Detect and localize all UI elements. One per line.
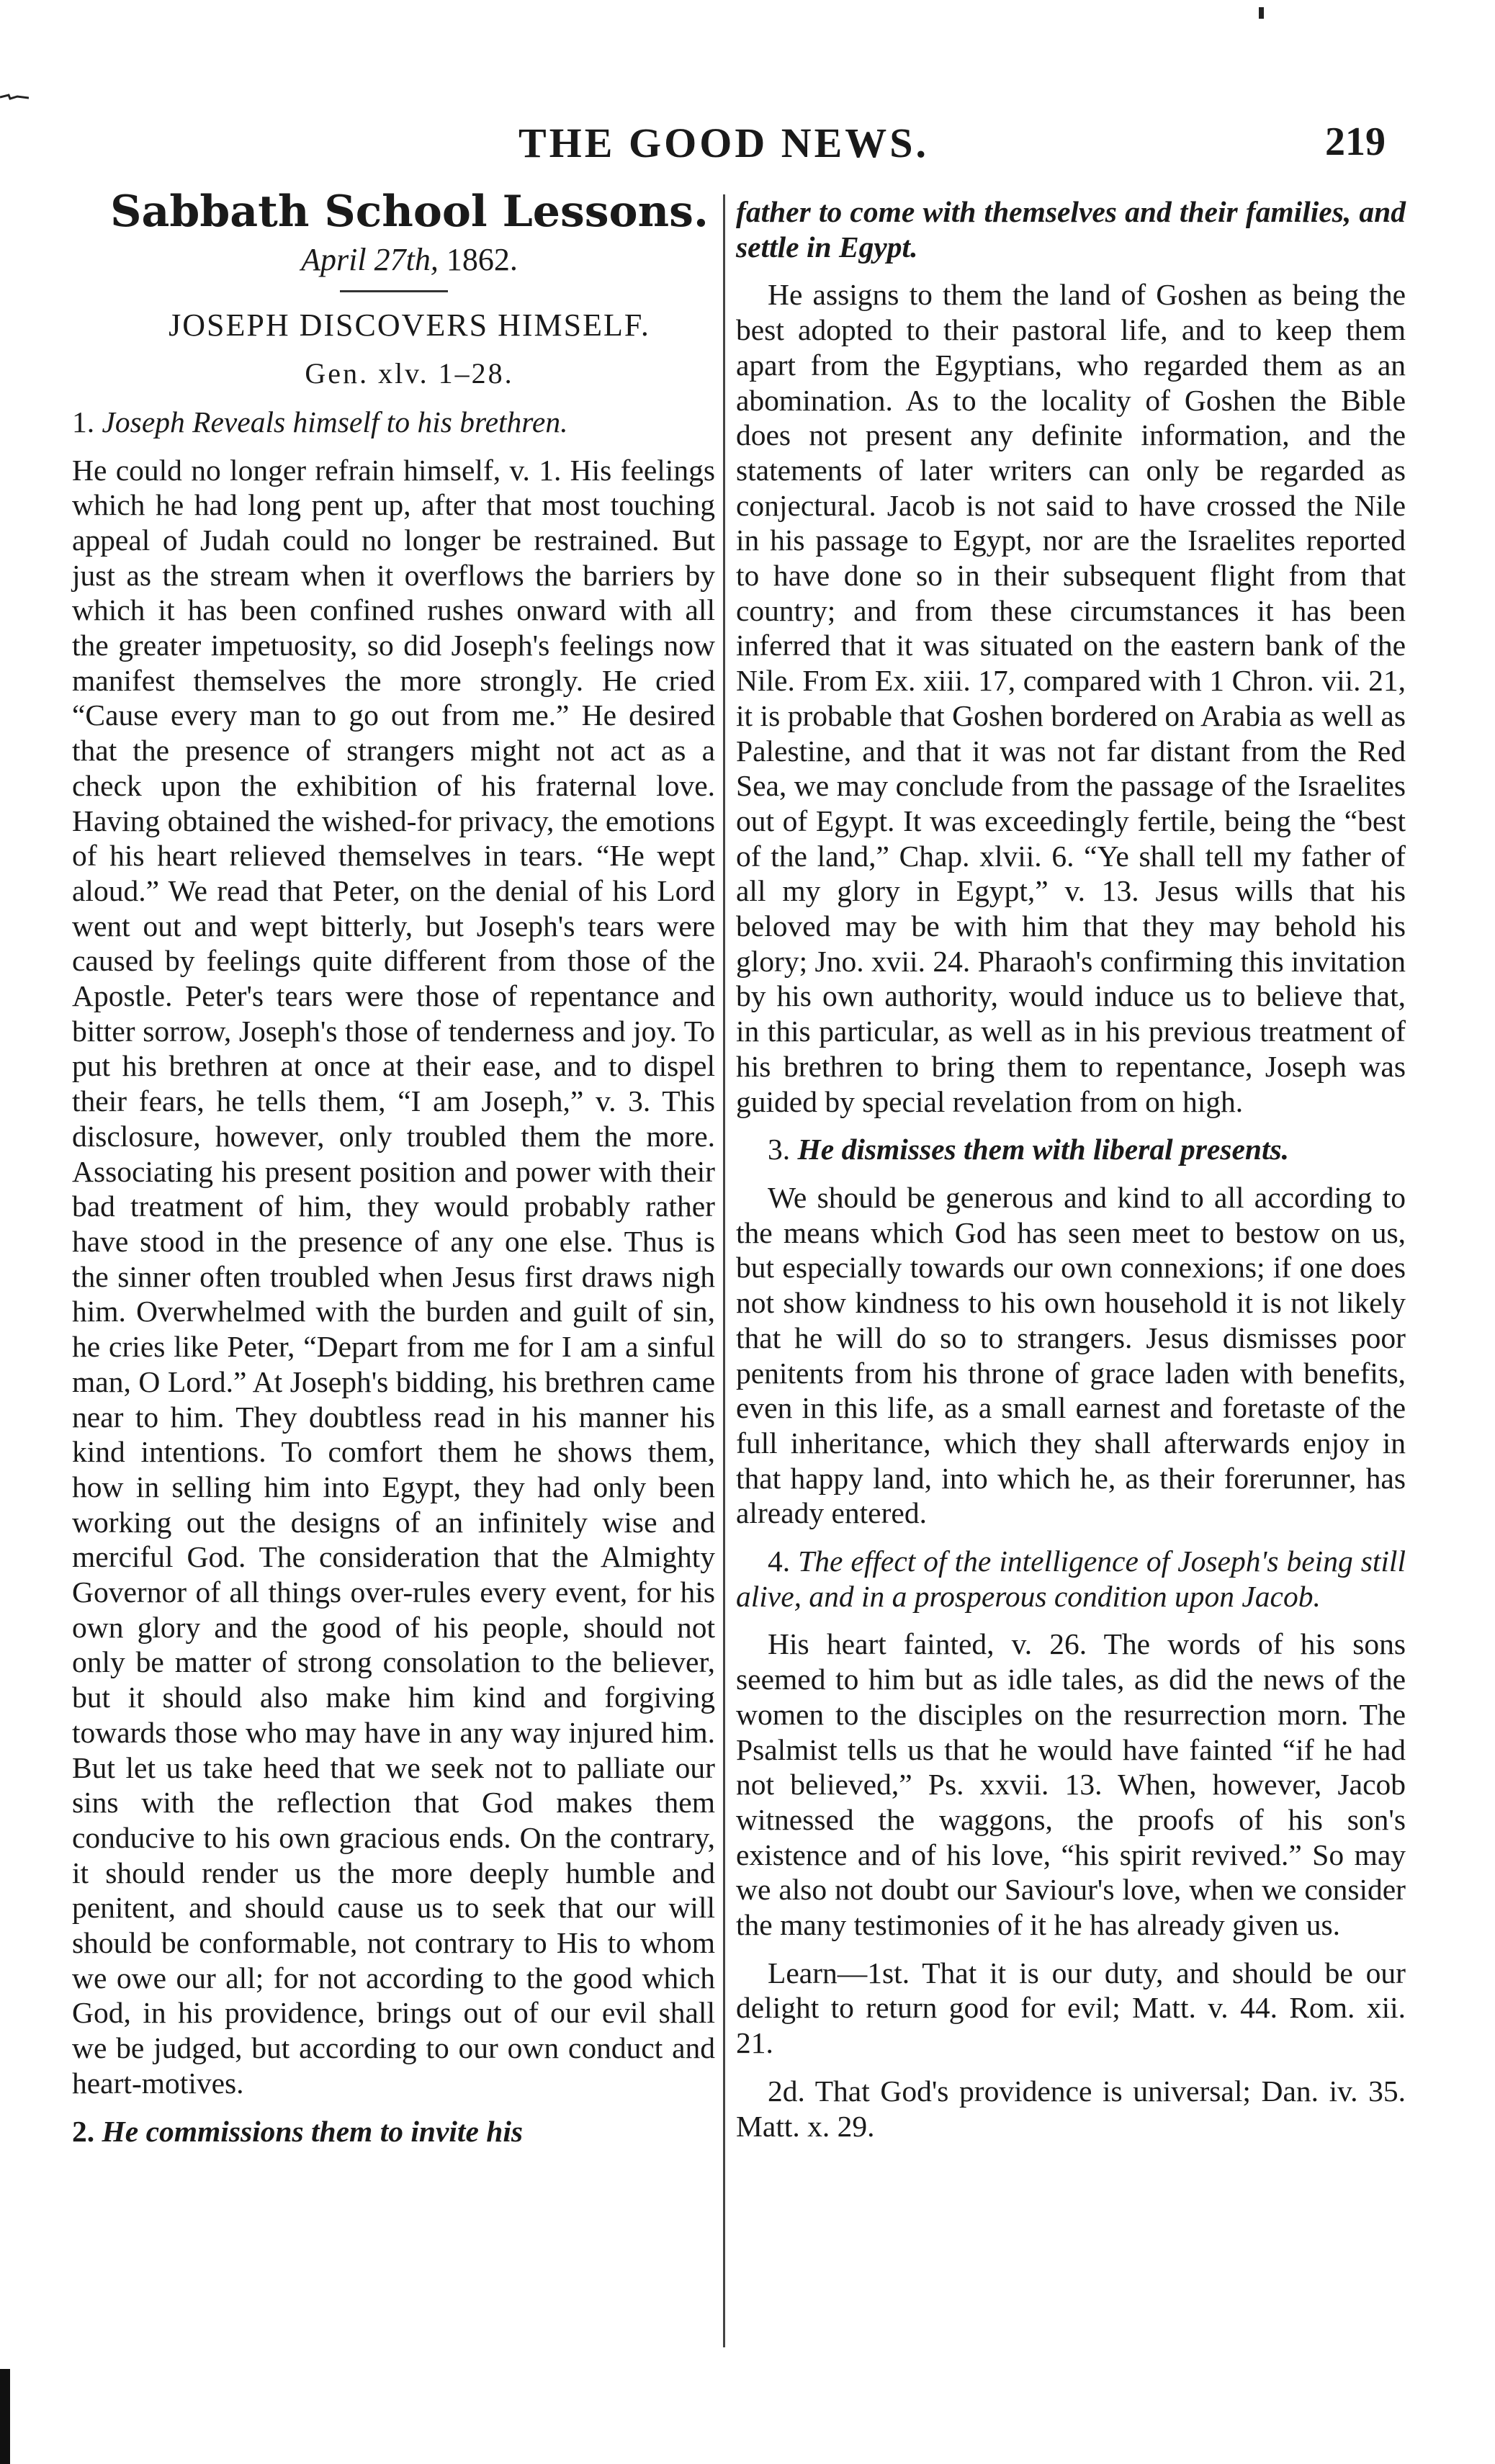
point-1-number: 1. xyxy=(72,405,95,439)
point-1-heading xyxy=(72,405,715,440)
point-2-heading xyxy=(72,2114,715,2149)
point-1-body: He could no longer refrain himself, v. 1. His feelings which he had long pent up, after that most touching appeal of Judah could no longer be restrained. But just as the stream when it overflows the barriers by which it has been confined rushes onward with all the greater impetuosity, so did Joseph's feelings now manifest themselves the more strongly. He cried “Cause every man to go out from me.” He desired that the presence of strangers might not act as a check upon the exhibition of his fraternal love. Having obtained the wished-for privacy, the emotions of his heart relieved themselves in tears. “He wept aloud.” We read that Peter, on the denial of his Lord went out and wept bitterly, but Joseph's tears were caused by feelings quite different from those of the Apostle. Peter's tears were those of repentance and bitter sorrow, Joseph's those of tenderness and joy. To put his brethren at once at their ease, and to dispel their fears, he tells them, “I am Joseph,” v. 3. This disclosure, however, only troubled them the more. Associating his present position and power with their bad treatment of him, they would probably rather have stood in the presence of any one else. Thus is the sinner often troubled when Jesus first draws nigh him. Overwhelmed with the burden and guilt of sin, he cries like Peter, “Depart from me for I am a sinful man, O Lord.” At Joseph's bidding, his brethren came near to him. They doubtless read in his manner his kind intentions. To comfort them he shows them, how in selling him into Egypt, they had only been working out the designs of an infinitely wise and merciful God. The consideration that the Almighty Governor of all things over-rules every event, for his own glory and the good of his people, should not only be matter of strong consolation to the believer, but it should also make him kind and forgiving towards those who may have in any way injured him. But let us take heed that we seek not to palliate our sins with the reflection that God makes them conducive to his own gracious ends. On the contrary, it should render us the more deeply humble and penitent, and should cause us to seek that our will should be conformable, not contrary to His to whom we owe our all; for not according to the good which God, in his providence, brings out of our evil shall we be judged, but according to our own conduct and heart-motives. xyxy=(72,453,715,2100)
page-number: 219 xyxy=(1325,120,1386,164)
learn-second: 2d. That God's providence is universal; Dan. iv. 35. Matt. x. 29. xyxy=(736,2074,1406,2143)
lesson-reference: Gen. xlv. 1–28. xyxy=(305,357,514,390)
lesson-title: JOSEPH DISCOVERS HIMSELF. xyxy=(169,307,650,343)
point-4-heading xyxy=(736,1544,1406,1614)
section-title: Sabbath School Lessons. xyxy=(110,186,709,237)
point-3-body: We should be generous and kind to all according to the means which God has seen meet to bestow on us, but especially towards our own connexions; if one does not show kindness to his own household it is not likely that he will do so to strangers. Jesus dismisses poor penitents from his throne of grace laden with benefits, even in this life, as a small earnest and foretaste of the full inheritance, which they shall afterwards enjoy in that happy land, into which he, as their forerunner, has already entered. xyxy=(736,1180,1406,1530)
learn-first: Learn—1st. That it is our duty, and should be our delight to return good for evil; Matt. v. 44. Rom. xii. 21. xyxy=(736,1956,1406,2060)
lesson-date-year: 1862. xyxy=(446,241,518,277)
point-2-heading-start: He commissions them to invite his xyxy=(102,2114,524,2148)
running-head xyxy=(0,119,1495,176)
title-rule xyxy=(340,290,448,292)
point-2-body: He assigns to them the land of Goshen as being the best adopted to their pastoral life, and to keep them apart from the Egyptians, who regarded them as an abomination. As to the locality of Goshen the Bible does not present any definite information, and the statements of later writers can only be regarded as conjectural. Jacob is not said to have crossed the Nile in his passage to Egypt, nor are the Israelites reported to have done so in their subsequent flight from that country; and from these circumstances it has been inferred that it was situated on the eastern bank of the Nile. From Ex. xiii. 17, compared with 1 Chron. vii. 21, it is probable that Goshen bordered on Arabia as well as Palestine, and that it was not far distant from the Red Sea, we may conclude from the passage of the Israelites out of Egypt. It was exceedingly fertile, being the “best of the land,” Chap. xlvii. 6. “Ye shall tell my father of all my glory in Egypt,” v. 13. Jesus wills that his beloved may be with him that they may behold his glory; Jno. xvii. 24. Pharaoh's confirming this invitation by his own authority, would induce us to believe that, in this particular, as well as in his previous treatment of his brethren to bring them to repentance, Joseph was guided by special revelation from on high. xyxy=(736,278,1406,1118)
point-4-number: 4. xyxy=(768,1545,791,1578)
point-3-heading xyxy=(736,1132,1406,1167)
point-1-heading-text: Joseph Reveals himself to his brethren. xyxy=(102,405,568,439)
point-2-number: 2. xyxy=(72,2114,95,2148)
left-column xyxy=(72,186,715,2162)
point-4-heading-text: The effect of the intelligence of Joseph's being still alive, and in a prosperous condition upon Jacob. xyxy=(736,1545,1406,1613)
running-title: THE GOOD NEWS. xyxy=(518,120,930,166)
column-divider xyxy=(723,194,725,2347)
point-4-body: His heart fainted, v. 26. The words of his sons seemed to him but as idle tales, as did the news of the women to the disciples on the resurrection morn. The Psalmist tells us that he would have fainted “if he had not believed,” Ps. xxvii. 13. When, however, Jacob witnessed the waggons, the proofs of his son's existence and of his love, “his spirit revived.” So may we also not doubt our Saviour's love, when we consider the many testimonies of it he has already given us. xyxy=(736,1627,1406,1942)
right-column xyxy=(736,194,1406,2157)
margin-mark xyxy=(0,94,29,101)
binding-edge-mark xyxy=(0,2369,10,2464)
point-3-heading-text: He dismisses them with liberal presents. xyxy=(797,1133,1290,1166)
point-3-number: 3. xyxy=(768,1133,791,1166)
lesson-date xyxy=(72,243,715,278)
margin-mark xyxy=(1259,7,1264,19)
point-2-heading-end: father to come with themselves and their families, and settle in Egypt. xyxy=(736,195,1406,264)
lesson-date-day: April 27th, xyxy=(301,241,439,277)
